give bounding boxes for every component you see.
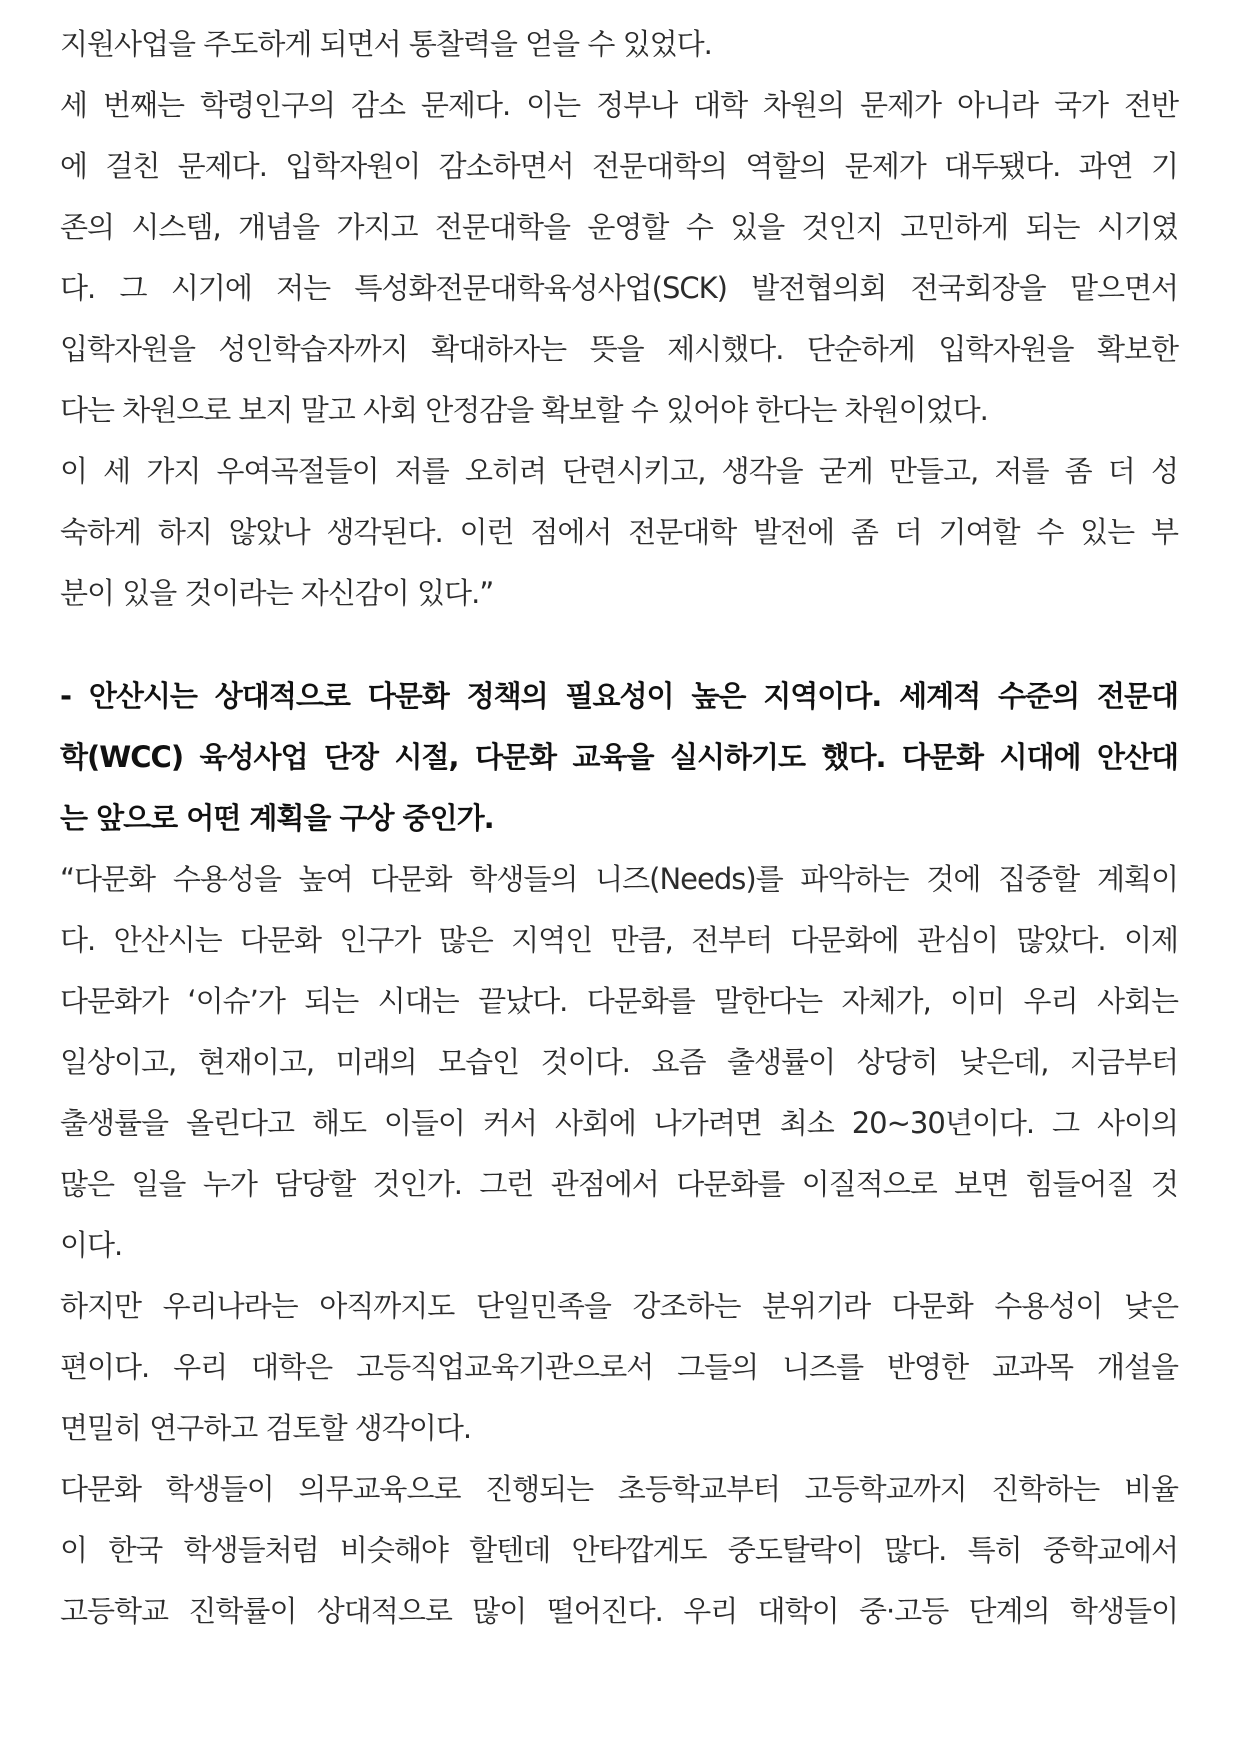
article-body xyxy=(60,14,1178,1642)
interview-question xyxy=(60,666,1178,849)
text-line: 다문화 학생들이 의무교육으로 진행되는 초등학교부터 고등학교까지 진학하는 비율 xyxy=(60,1472,1178,1506)
paragraph-gap xyxy=(60,624,1178,666)
text-line: 일상이고, 현재이고, 미래의 모습인 것이다. 요즘 출생률이 상당히 낮은데, 지금부터 xyxy=(60,1045,1178,1079)
paragraph-4 xyxy=(60,849,1178,1276)
text-line: 존의 시스템, 개념을 가지고 전문대학을 운영할 수 있을 것인지 고민하게 되는 시기였 xyxy=(60,210,1178,244)
text-line: 입학자원을 성인학습자까지 확대하자는 뜻을 제시했다. 단순하게 입학자원을 확보한 xyxy=(60,332,1178,366)
text-line: 다. 그 시기에 저는 특성화전문대학육성사업(SCK) 발전협의회 전국회장을 맡으면서 xyxy=(60,271,1178,305)
text-line: 고등학교 진학률이 상대적으로 많이 떨어진다. 우리 대학이 중·고등 단계의 학생들이 xyxy=(60,1594,1178,1628)
text-line: 이다. xyxy=(60,1228,123,1262)
text-line: 이 세 가지 우여곡절들이 저를 오히려 단련시키고, 생각을 굳게 만들고, 저를 좀 더 성 xyxy=(60,454,1178,488)
text-line: 출생률을 올린다고 해도 이들이 커서 사회에 나가려면 최소 20~30년이다. 그 사이의 xyxy=(60,1106,1178,1140)
paragraph-5 xyxy=(60,1276,1178,1459)
text-line: 분이 있을 것이라는 자신감이 있다.” xyxy=(60,576,494,610)
text-line: 이 한국 학생들처럼 비슷해야 할텐데 안타깝게도 중도탈락이 많다. 특히 중학교에서 xyxy=(60,1533,1178,1567)
text-line: “다문화 수용성을 높여 다문화 학생들의 니즈(Needs)를 파악하는 것에 집중할 계획이 xyxy=(60,862,1178,896)
text-line: 지원사업을 주도하게 되면서 통찰력을 얻을 수 있었다. xyxy=(60,27,712,61)
text-line: 편이다. 우리 대학은 고등직업교육기관으로서 그들의 니즈를 반영한 교과목 개설을 xyxy=(60,1350,1178,1384)
text-line: 다는 차원으로 보지 말고 사회 안정감을 확보할 수 있어야 한다는 차원이었다. xyxy=(60,393,988,427)
question-line: - 안산시는 상대적으로 다문화 정책의 필요성이 높은 지역이다. 세계적 수준의 전문대 xyxy=(60,679,1178,713)
text-line: 면밀히 연구하고 검토할 생각이다. xyxy=(60,1411,472,1445)
paragraph-3 xyxy=(60,441,1178,624)
question-line: 학(WCC) 육성사업 단장 시절, 다문화 교육을 실시하기도 했다. 다문화 시대에 안산대 xyxy=(60,740,1178,774)
paragraph-2 xyxy=(60,75,1178,441)
text-line: 다문화가 ‘이슈’가 되는 시대는 끝났다. 다문화를 말한다는 자체가, 이미 우리 사회는 xyxy=(60,984,1178,1018)
text-line: 다. 안산시는 다문화 인구가 많은 지역인 만큼, 전부터 다문화에 관심이 많았다. 이제 xyxy=(60,923,1178,957)
text-line: 숙하게 하지 않았나 생각된다. 이런 점에서 전문대학 발전에 좀 더 기여할 수 있는 부 xyxy=(60,515,1178,549)
paragraph-6 xyxy=(60,1459,1178,1642)
text-line: 하지만 우리나라는 아직까지도 단일민족을 강조하는 분위기라 다문화 수용성이 낮은 xyxy=(60,1289,1178,1323)
text-line: 많은 일을 누가 담당할 것인가. 그런 관점에서 다문화를 이질적으로 보면 힘들어질 것 xyxy=(60,1167,1178,1201)
question-line: 는 앞으로 어떤 계획을 구상 중인가. xyxy=(60,801,494,835)
text-line: 세 번째는 학령인구의 감소 문제다. 이는 정부나 대학 차원의 문제가 아니라 국가 전반 xyxy=(60,88,1178,122)
paragraph-1 xyxy=(60,14,1178,75)
text-line: 에 걸친 문제다. 입학자원이 감소하면서 전문대학의 역할의 문제가 대두됐다. 과연 기 xyxy=(60,149,1178,183)
